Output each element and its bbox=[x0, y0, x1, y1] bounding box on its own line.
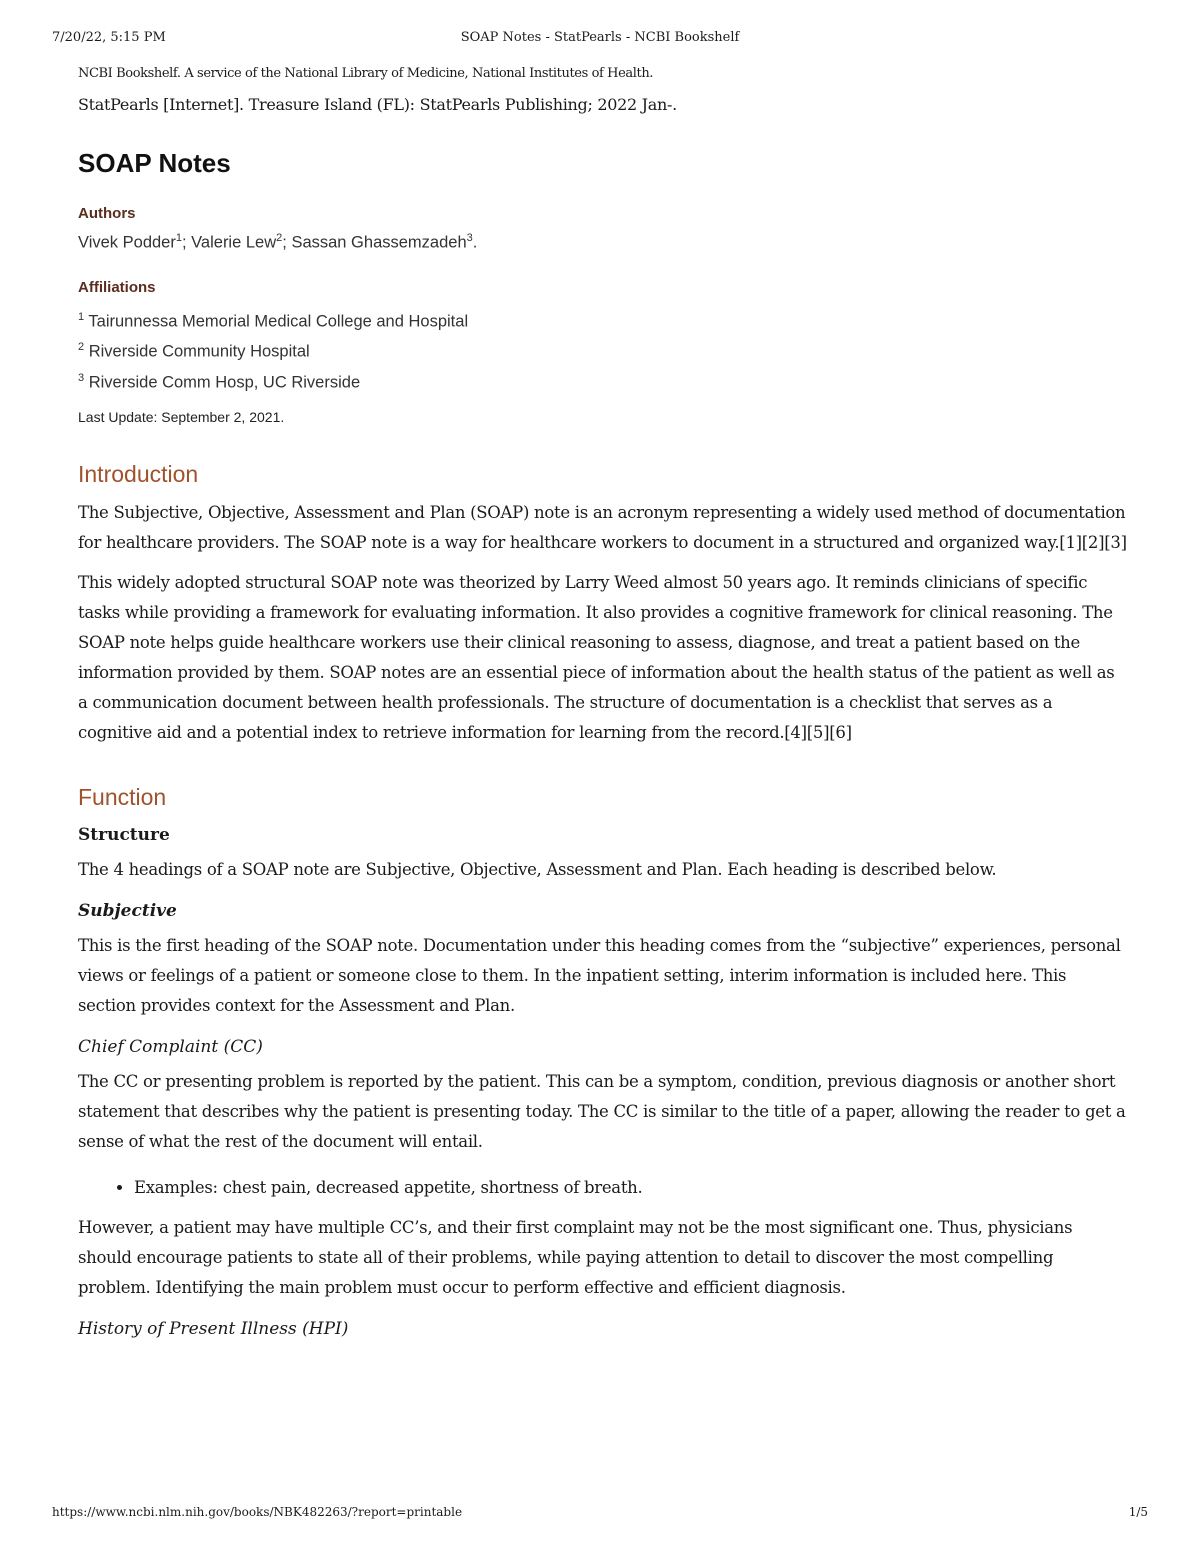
chief-complaint-paragraph-2: However, a patient may have multiple CC’s, and their first complaint may not be the most significant one. Thus, physicians should encourage patients to state all of their problems, while paying attention to detail to discover the most compelling problem. Identifying the main problem must occur to perform effective and efficient diagnosis. bbox=[78, 1218, 1073, 1297]
chief-complaint-examples bbox=[78, 1173, 1128, 1203]
author-name[interactable]: Vivek Podder bbox=[78, 233, 176, 252]
print-page-title: SOAP Notes - StatPearls - NCBI Bookshelf bbox=[460, 30, 740, 45]
citation: StatPearls [Internet]. Treasure Island (FL): StatPearls Publishing; 2022 Jan-. bbox=[78, 95, 677, 114]
affiliation-text: Tairunnessa Memorial Medical College and Hospital bbox=[88, 312, 469, 330]
author-separator: ; bbox=[181, 233, 192, 252]
affiliation-number: 1 bbox=[78, 310, 85, 323]
introduction-paragraph: The Subjective, Objective, Assessment and Plan (SOAP) note is an acronym representing a widely used method of documentation for healthcare providers. The SOAP note is a way for healthcare workers to document in a structured and organized way.[1][2][3] bbox=[78, 503, 1127, 552]
last-update: Last Update: September 2, 2021. bbox=[78, 409, 285, 425]
structure-paragraph: The 4 headings of a SOAP note are Subjective, Objective, Assessment and Plan. Each heading is described below. bbox=[78, 860, 997, 879]
document-content bbox=[78, 66, 1128, 1339]
author-affiliation-number: 2 bbox=[276, 232, 283, 244]
chief-complaint-heading: Chief Complaint (CC) bbox=[78, 1037, 263, 1057]
list-item: • Examples: chest pain, decreased appetite, shortness of breath. bbox=[134, 1173, 1128, 1203]
author-name[interactable]: Valerie Lew bbox=[191, 233, 277, 252]
subjective-heading: Subjective bbox=[78, 901, 177, 921]
affiliation-text: Riverside Community Hospital bbox=[88, 342, 310, 361]
affiliation-item bbox=[78, 334, 1128, 365]
affiliation-text: Riverside Comm Hosp, UC Riverside bbox=[88, 373, 361, 391]
affiliation-number: 2 bbox=[78, 341, 85, 353]
author-separator: . bbox=[472, 233, 478, 252]
print-header bbox=[52, 30, 1148, 50]
print-datetime: 7/20/22, 5:15 PM bbox=[52, 30, 166, 45]
affiliation-item bbox=[78, 365, 1128, 396]
introduction-heading: Introduction bbox=[78, 461, 199, 487]
author-name[interactable]: Sassan Ghassemzadeh bbox=[291, 233, 467, 252]
author-affiliation-number: 1 bbox=[175, 232, 182, 244]
structure-heading: Structure bbox=[78, 825, 170, 845]
introduction-paragraph: This widely adopted structural SOAP note was theorized by Larry Weed almost 50 years ago. It reminds clinicians of specific tasks while providing a framework for evaluating information. It also provides a cognitive framework for clinical reasoning. The SOAP note helps guide healthcare workers use their clinical reasoning to assess, diagnose, and treat a patient based on the information provided by them. SOAP notes are an essential piece of information about the health status of the patient as well as a communication document between health professionals. The structure of documentation is a checklist that serves as a cognitive aid and a potential index to retrieve information for learning from the record.[4][5][6] bbox=[78, 573, 1115, 742]
authors-label: Authors bbox=[78, 205, 136, 222]
affiliation-number: 3 bbox=[78, 371, 85, 384]
authors-list bbox=[78, 232, 1128, 253]
chief-complaint-paragraph: The CC or presenting problem is reported by the patient. This can be a symptom, condition, previous diagnosis or another short statement that describes why the patient is presenting today. The CC is similar to the title of a paper, allowing the reader to get a sense of what the rest of the document will entail. bbox=[78, 1072, 1126, 1151]
page-title: SOAP Notes bbox=[78, 148, 231, 178]
subjective-paragraph: This is the first heading of the SOAP note. Documentation under this heading comes from the “subjective” experiences, personal views or feelings of a patient or someone close to them. In the inpatient setting, interim information is included here. This section provides context for the Assessment and Plan. bbox=[78, 936, 1121, 1015]
print-footer bbox=[52, 1505, 1148, 1525]
page-number: 1/5 bbox=[1128, 1505, 1148, 1519]
hpi-heading: History of Present Illness (HPI) bbox=[78, 1319, 349, 1339]
author-affiliation-number: 3 bbox=[466, 232, 473, 244]
page-url: https://www.ncbi.nlm.nih.gov/books/NBK482263/?report=printable bbox=[52, 1505, 463, 1519]
function-heading: Function bbox=[78, 784, 167, 810]
affiliations-label: Affiliations bbox=[78, 278, 156, 296]
affiliations-list bbox=[78, 304, 1128, 396]
author-separator: ; bbox=[282, 233, 292, 252]
ncbi-notice: NCBI Bookshelf. A service of the National Library of Medicine, National Institutes of Health. bbox=[78, 66, 654, 81]
affiliation-item bbox=[78, 304, 1128, 335]
